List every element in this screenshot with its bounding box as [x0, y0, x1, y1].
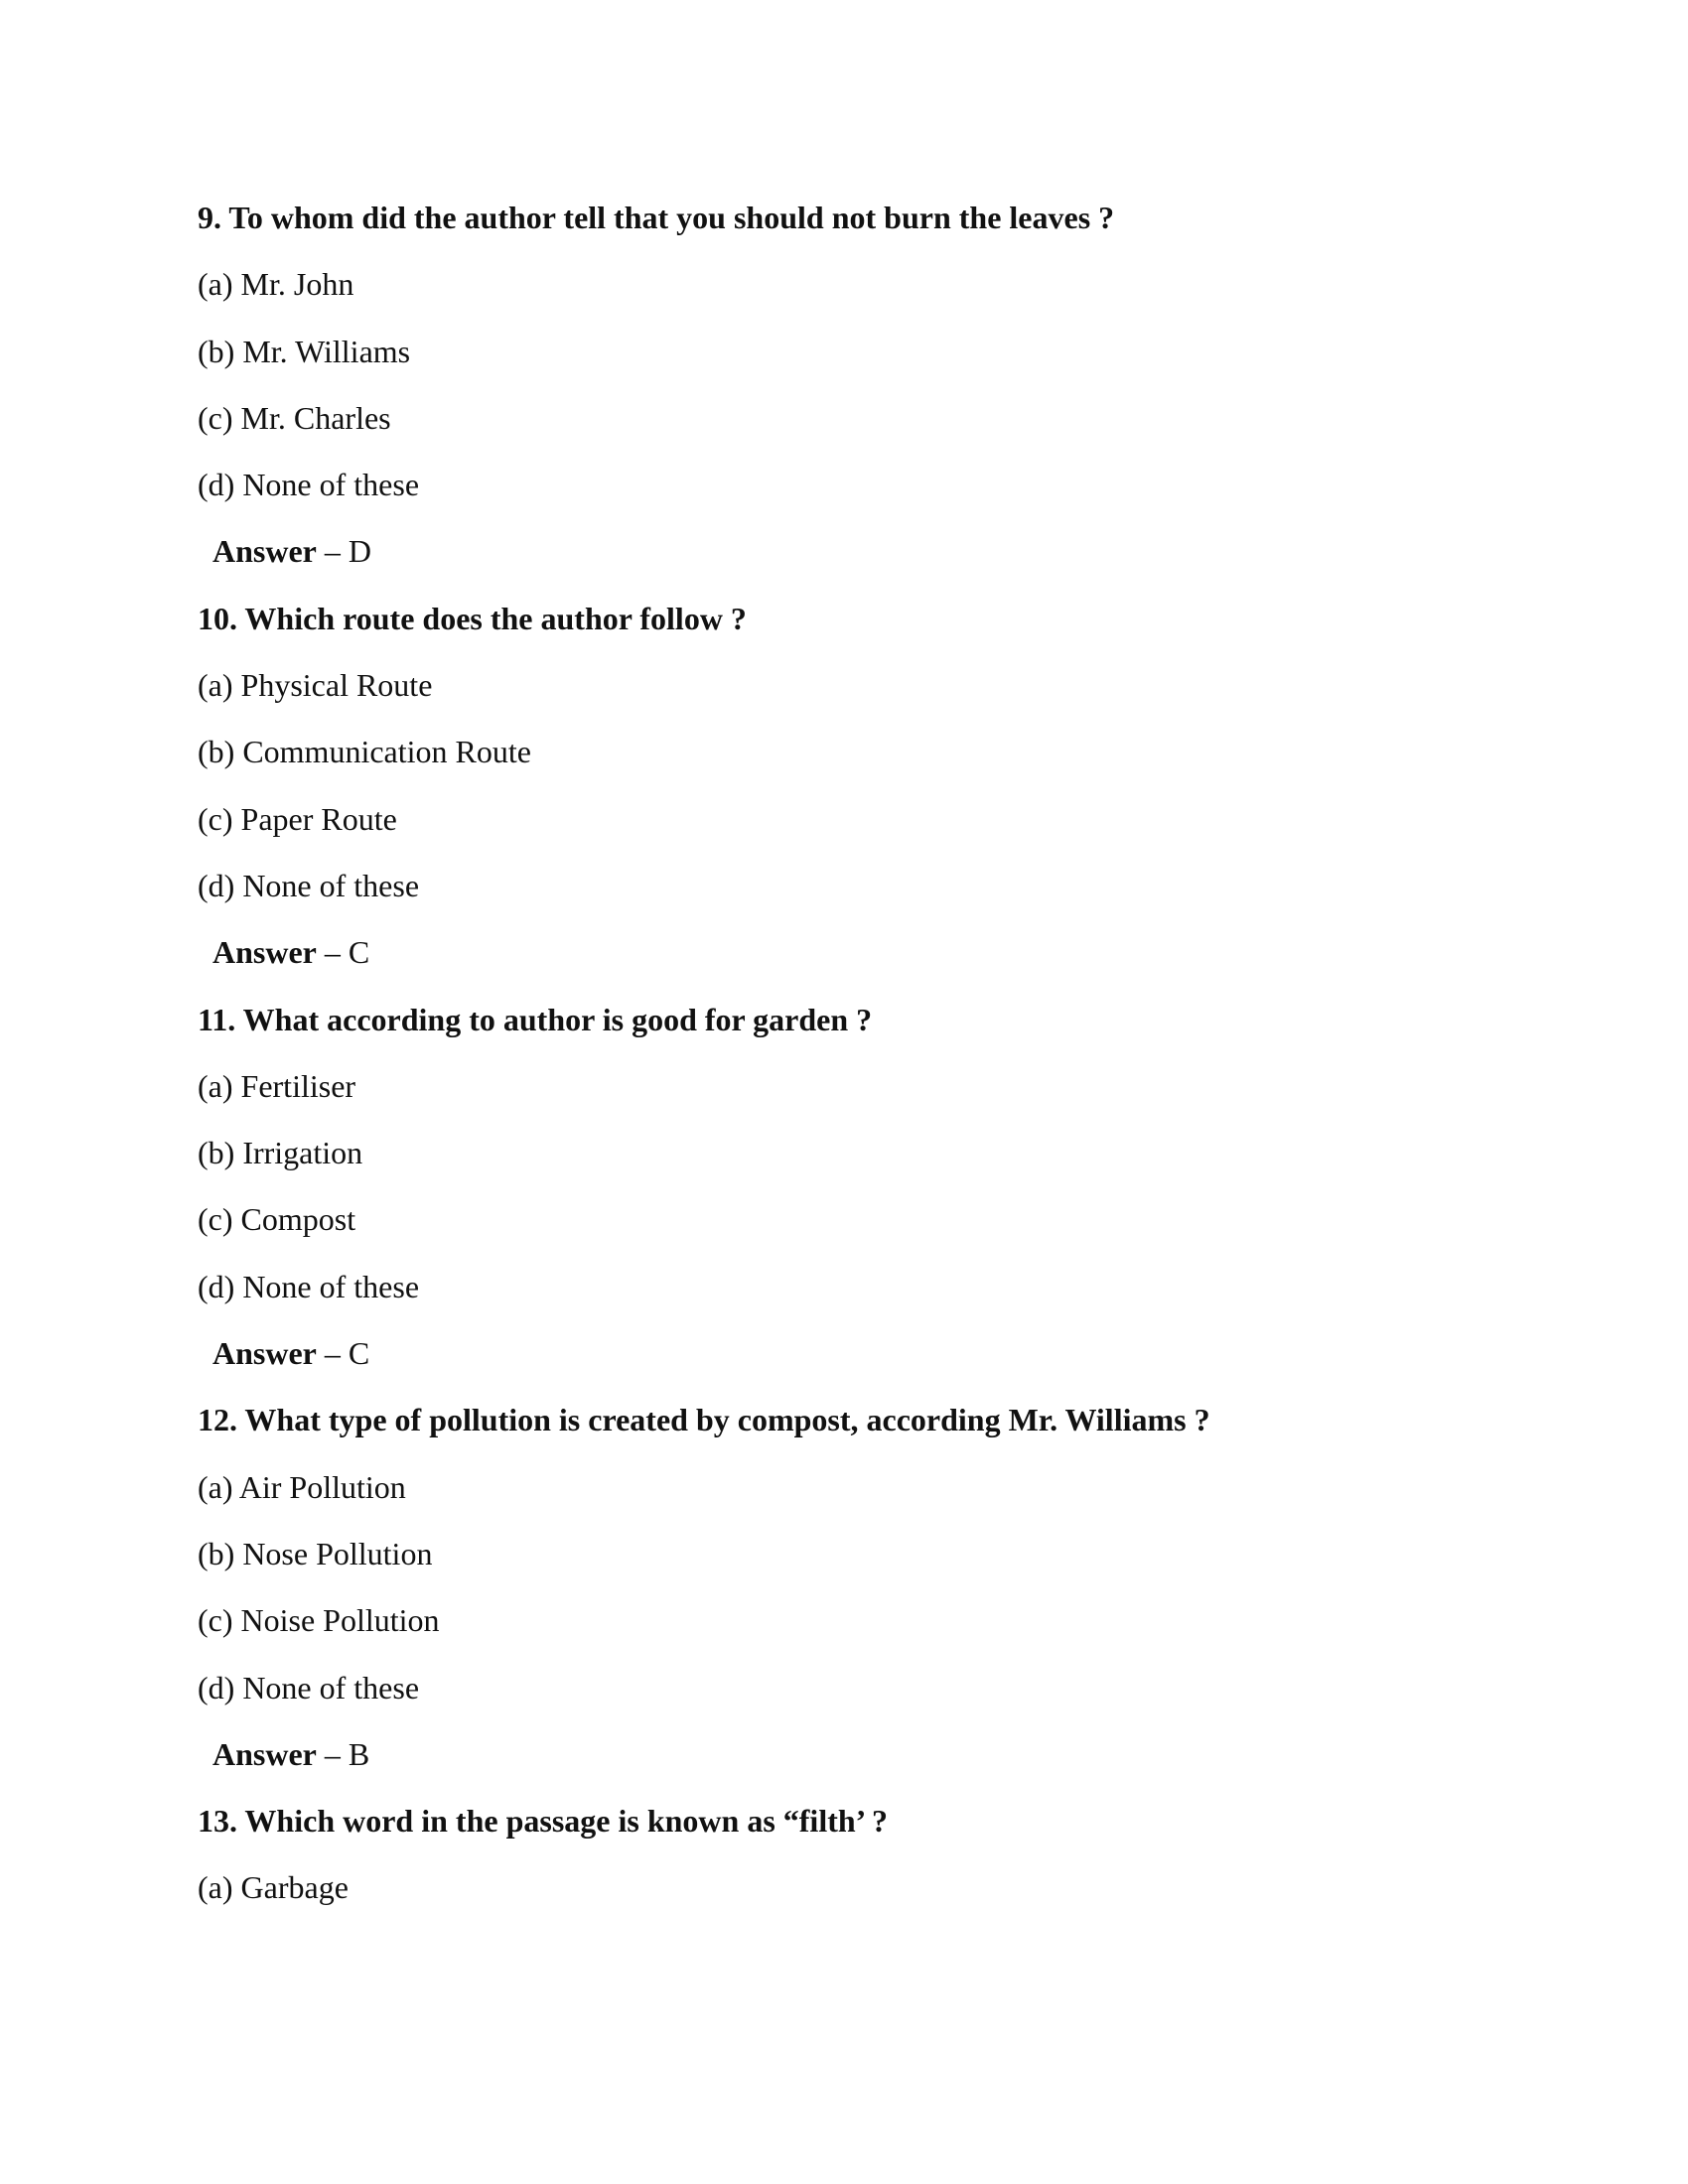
answer-label: Answer	[212, 1335, 317, 1372]
question-block	[198, 1788, 1538, 1922]
question-text: 11. What according to author is good for garden ?	[198, 1001, 873, 1037]
option: (c) Noise Pollution	[198, 1602, 440, 1639]
option: (b) Irrigation	[198, 1135, 363, 1171]
option: (a) Mr. John	[198, 266, 354, 303]
option: (c) Mr. Charles	[198, 399, 391, 436]
answer-line	[198, 1721, 1538, 1788]
answer-value: – C	[324, 934, 370, 971]
quiz-document	[198, 185, 1538, 1922]
question-block	[198, 185, 1538, 586]
option: (b) Communication Route	[198, 734, 531, 770]
option: (b) Mr. Williams	[198, 333, 411, 369]
answer-label: Answer	[212, 934, 317, 971]
answer-value: – D	[324, 533, 371, 570]
answer-value: – C	[324, 1335, 370, 1372]
option: (d) None of these	[198, 1669, 420, 1706]
option: (c) Compost	[198, 1201, 356, 1238]
option: (b) Nose Pollution	[198, 1535, 433, 1571]
option: (d) None of these	[198, 867, 420, 903]
answer-label: Answer	[212, 1735, 317, 1772]
question-block	[198, 1387, 1538, 1788]
question-text: 10. Which route does the author follow ?	[198, 600, 747, 636]
question-block	[198, 586, 1538, 987]
question-block	[198, 987, 1538, 1388]
answer-line	[198, 518, 1538, 585]
option: (a) Fertiliser	[198, 1067, 356, 1104]
option: (a) Garbage	[198, 1869, 349, 1906]
question-text: 9. To whom did the author tell that you should not burn the leaves ?	[198, 200, 1115, 235]
option: (a) Air Pollution	[198, 1468, 406, 1505]
answer-line	[198, 919, 1538, 986]
option: (d) None of these	[198, 467, 420, 503]
answer-value: – B	[324, 1735, 370, 1772]
option: (a) Physical Route	[198, 667, 433, 704]
question-text: 12. What type of pollution is created by compost, according Mr. Williams ?	[198, 1402, 1210, 1438]
option: (d) None of these	[198, 1268, 420, 1304]
answer-label: Answer	[212, 533, 317, 570]
option: (c) Paper Route	[198, 800, 397, 837]
question-text: 13. Which word in the passage is known as “filth’ ?	[198, 1803, 888, 1840]
answer-line	[198, 1320, 1538, 1387]
